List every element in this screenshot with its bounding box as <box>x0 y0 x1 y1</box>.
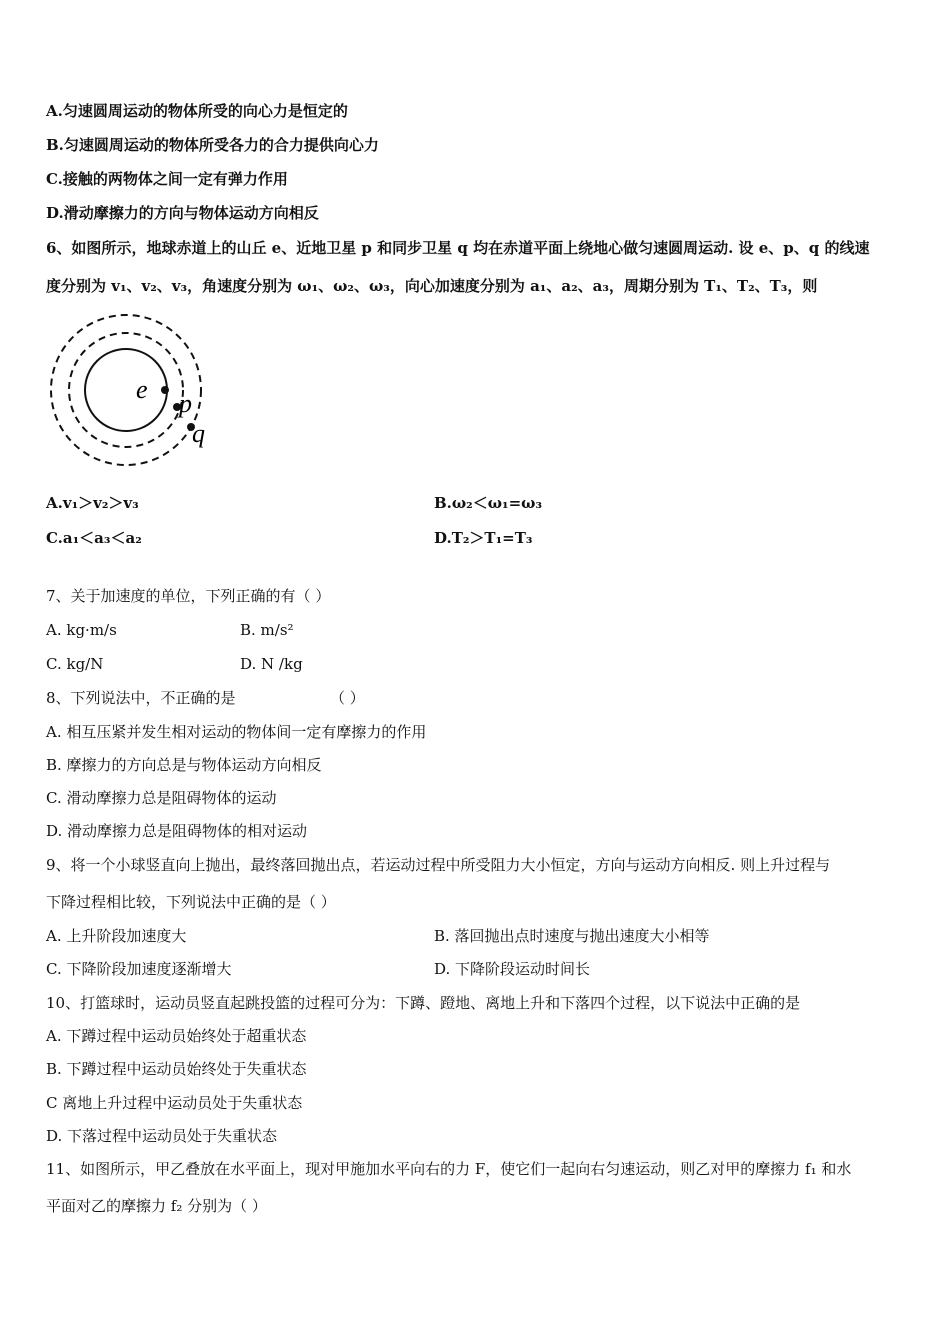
label-e: e <box>136 375 148 404</box>
point-e <box>161 386 169 394</box>
q5-option-d: D.滑动摩擦力的方向与物体运动方向相反 <box>46 204 319 222</box>
label-q: q <box>192 419 205 448</box>
q9-stem-line1: 9、将一个小球竖直向上抛出，最终落回抛出点，若运动过程中所受阻力大小恒定，方向与运动方向相反. 则上升过程与 <box>46 856 831 874</box>
label-p: p <box>179 389 192 418</box>
q6-option-c: C.a₁＜a₃＜a₂ <box>46 529 142 547</box>
q6-option-a: A.v₁＞v₂＞v₃ <box>46 494 139 512</box>
q8-option-a: A. 相互压紧并发生相对运动的物体间一定有摩擦力的作用 <box>46 723 427 741</box>
q7-option-c: C. kg/N <box>46 655 104 673</box>
orbit-diagram <box>48 312 218 472</box>
q6-stem-line1: 6、如图所示，地球赤道上的山丘 e、近地卫星 p 和同步卫星 q 均在赤道平面上绕地心做匀速圆周运动. 设 e、p、q 的线速 <box>46 239 870 257</box>
q11-stem-line2: 平面对乙的摩擦力 f₂ 分别为（ ） <box>46 1197 267 1215</box>
q9-option-a: A. 上升阶段加速度大 <box>46 927 187 945</box>
q7-option-d: D. N /kg <box>240 655 303 673</box>
q7-option-b: B. m/s² <box>240 621 294 639</box>
q10-option-a: A. 下蹲过程中运动员始终处于超重状态 <box>46 1027 307 1045</box>
q6-stem-line2: 度分别为 v₁、v₂、v₃，角速度分别为 ω₁、ω₂、ω₃，向心加速度分别为 a₁、a₂、a₃，周期分别为 T₁、T₂、T₃，则 <box>46 277 818 295</box>
q5-option-a: A.匀速圆周运动的物体所受的向心力是恒定的 <box>46 102 348 120</box>
q10-option-b: B. 下蹲过程中运动员始终处于失重状态 <box>46 1060 307 1078</box>
q9-stem-line2: 下降过程相比较，下列说法中正确的是（ ） <box>46 893 336 911</box>
q7-option-a: A. kg·m/s <box>46 621 117 639</box>
q9-option-d: D. 下降阶段运动时间长 <box>434 960 591 978</box>
q8-answer-paren: （ ） <box>330 689 365 707</box>
earth-circle <box>85 349 167 431</box>
q8-option-c: C. 滑动摩擦力总是阻碍物体的运动 <box>46 789 277 807</box>
q11-stem-line1: 11、如图所示，甲乙叠放在水平面上，现对甲施加水平向右的力 F，使它们一起向右匀速运动，则乙对甲的摩擦力 f₁ 和水 <box>46 1160 852 1178</box>
q8-option-b: B. 摩擦力的方向总是与物体运动方向相反 <box>46 756 322 774</box>
q10-option-d: D. 下落过程中运动员处于失重状态 <box>46 1127 278 1145</box>
q6-option-b: B.ω₂＜ω₁=ω₃ <box>434 494 543 512</box>
q6-option-d: D.T₂＞T₁=T₃ <box>434 529 533 547</box>
q7-stem: 7、关于加速度的单位，下列正确的有（ ） <box>46 587 331 605</box>
q5-option-b: B.匀速圆周运动的物体所受各力的合力提供向心力 <box>46 136 379 154</box>
q9-option-c: C. 下降阶段加速度逐渐增大 <box>46 960 232 978</box>
q10-option-c: C 离地上升过程中运动员处于失重状态 <box>46 1094 303 1112</box>
q10-stem: 10、打篮球时，运动员竖直起跳投篮的过程可分为：下蹲、蹬地、离地上升和下落四个过程，以下说法中正确的是 <box>46 994 801 1012</box>
q8-stem: 8、下列说法中，不正确的是 <box>46 689 236 707</box>
q8-option-d: D. 滑动摩擦力总是阻碍物体的相对运动 <box>46 822 308 840</box>
q9-option-b: B. 落回抛出点时速度与抛出速度大小相等 <box>434 927 710 945</box>
q5-option-c: C.接触的两物体之间一定有弹力作用 <box>46 170 288 188</box>
